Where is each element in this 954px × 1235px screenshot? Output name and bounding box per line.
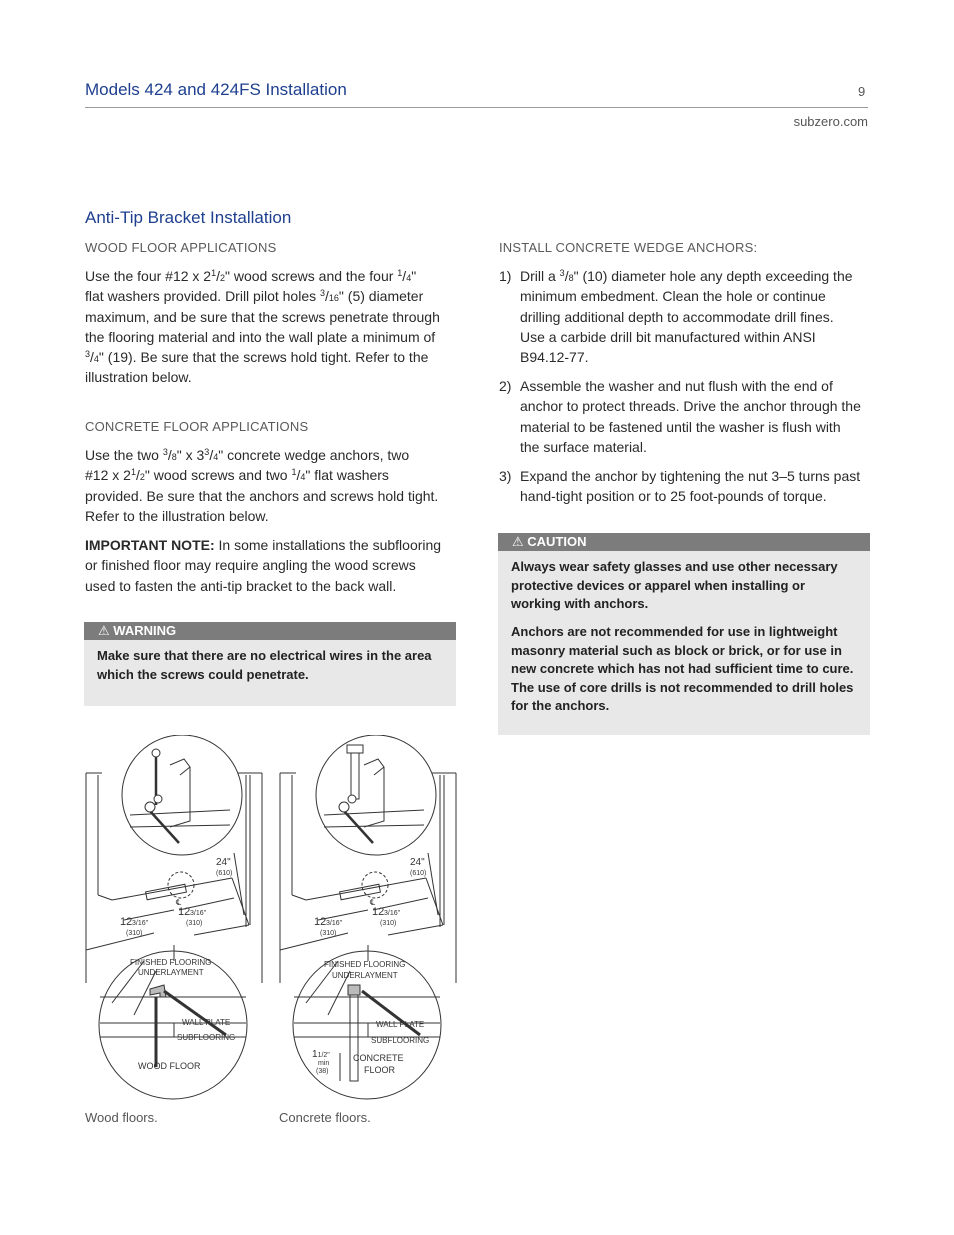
concrete-embed-mm: (38) bbox=[316, 1068, 329, 1075]
wood-underlayment: UNDERLAYMENT bbox=[138, 968, 204, 977]
concrete-underlayment: UNDERLAYMENT bbox=[332, 971, 398, 980]
wood-frac-right: 3/16" bbox=[190, 910, 207, 917]
wood-centerline: ℄ bbox=[176, 898, 182, 907]
caution-label: CAUTION bbox=[527, 534, 587, 549]
wood-frac-left: 3/16" bbox=[132, 920, 149, 927]
caution-text-2: Anchors are not recommended for use in lightweight masonry material such as block or brick, or for use in new concrete which has not had sufficient time to cure. The use of core drills is not recommended to drill holes for the anchors. bbox=[511, 624, 854, 713]
wood-dim-12-right-mm: (310) bbox=[186, 920, 203, 927]
concrete-floor-label: FLOOR bbox=[364, 1065, 396, 1075]
caution-text-1: Always wear safety glasses and use other necessary protective devices or apparel when installing or working with anchors. bbox=[511, 559, 838, 611]
concrete-dim-12-left: 12 bbox=[314, 916, 327, 928]
concrete-floor-figure bbox=[278, 735, 458, 1100]
wood-dim-12-left: 12 bbox=[120, 916, 133, 928]
anchors-heading: INSTALL CONCRETE WEDGE ANCHORS: bbox=[499, 240, 758, 255]
section-title: Anti-Tip Bracket Installation bbox=[85, 208, 292, 227]
caption-concrete: Concrete floors. bbox=[279, 1110, 371, 1125]
concrete-frac-right: 3/16" bbox=[384, 910, 401, 917]
wood-dim-12-right: 12 bbox=[178, 906, 191, 918]
concrete-dim-24-mm: (610) bbox=[410, 870, 427, 877]
page-number: 9 bbox=[858, 84, 866, 99]
caution-bar bbox=[498, 533, 870, 551]
warning-icon: ⚠ bbox=[98, 623, 110, 638]
warning-label: WARNING bbox=[113, 623, 177, 638]
concrete-embed-min: min bbox=[318, 1060, 330, 1067]
wood-floor-label: WOOD FLOOR bbox=[138, 1061, 201, 1071]
concrete-wall-plate: WALL PLATE bbox=[376, 1020, 425, 1029]
concrete-heading: CONCRETE FLOOR APPLICATIONS bbox=[85, 419, 309, 434]
concrete-embed-dim: 11/2" bbox=[312, 1049, 330, 1060]
wood-dim-24-mm: (610) bbox=[216, 870, 233, 877]
header-rule bbox=[85, 107, 868, 108]
warning-bar bbox=[84, 622, 456, 640]
concrete-subflooring: SUBFLOORING bbox=[371, 1036, 430, 1045]
caption-wood: Wood floors. bbox=[85, 1110, 158, 1125]
wood-paragraph: Use the four #12 x $2^1/2$" wood screws and the four $^1$/4" flat washers provided. Drill pilot holes $^3$/16" (5) diameter maximum, and be sure that the screws penetrate through the flooring material and into the wall plate a minimum of $^3$/4" (19). Be sure that the screws hold tight. Refer to the illustration below. bbox=[85, 268, 440, 386]
concrete-paragraph: Use the two $^3$/8" x $3^3/4$" concrete wedge anchors, two #12 x $2^1/2$" wood screws and two $^1$/4" flat washers provided. Be sure that the anchors and screws hold tight. Refer to the illustration below. bbox=[85, 447, 439, 524]
concrete-dim-24: 24" bbox=[410, 857, 425, 868]
wood-dim-12-left-mm: (310) bbox=[126, 930, 143, 937]
concrete-dim-12-right: 12 bbox=[372, 906, 385, 918]
wood-finished-flooring: FINISHED FLOORING bbox=[130, 958, 212, 967]
wood-wall-plate: WALL PLATE bbox=[182, 1018, 231, 1027]
wood-heading: WOOD FLOOR APPLICATIONS bbox=[85, 240, 277, 255]
wood-subflooring: SUBFLOORING bbox=[177, 1033, 236, 1042]
caution-icon: ⚠ bbox=[512, 534, 524, 549]
concrete-dim-12-right-mm: (310) bbox=[380, 920, 397, 927]
concrete-dim-12-left-mm: (310) bbox=[320, 930, 337, 937]
page-header-title: Models 424 and 424FS Installation bbox=[85, 80, 347, 99]
concrete-finished-flooring: FINISHED FLOORING bbox=[324, 960, 406, 969]
concrete-label: CONCRETE bbox=[353, 1053, 404, 1063]
wood-floor-figure bbox=[84, 735, 264, 1100]
concrete-centerline: ℄ bbox=[370, 898, 376, 907]
important-note: IMPORTANT NOTE: In some installations the subflooring or finished floor may require angling the wood screws used to fasten the anti-tip bracket to the back wall. bbox=[85, 537, 442, 594]
concrete-frac-left: 3/16" bbox=[326, 920, 343, 927]
wood-dim-24: 24" bbox=[216, 857, 231, 868]
warning-text: Make sure that there are no electrical wires in the area which the screws could penetrate. bbox=[97, 648, 432, 682]
site-url: subzero.com bbox=[793, 114, 868, 129]
